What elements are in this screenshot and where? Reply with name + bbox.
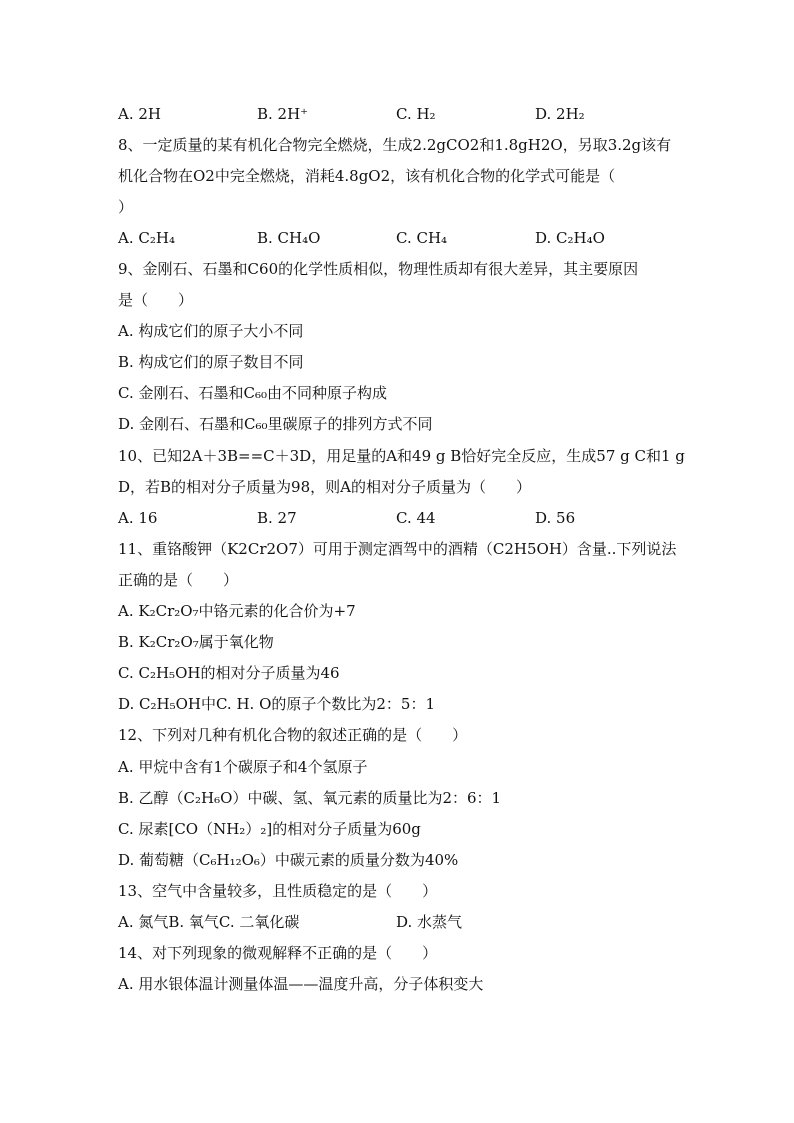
q11-option-d: D. C₂H₅OH中C. H. O的原子个数比为2：5：1 — [118, 695, 436, 713]
q14-stem: 14、对下列现象的微观解释不正确的是（ ） — [118, 944, 438, 962]
q13-options-abc: A. 氮气B. 氧气C. 二氧化碳 — [118, 913, 300, 931]
q10-stem-line-1: 10、已知2A＋3B==C＋3D，用足量的A和49 g B恰好完全反应，生成57 g C和1 g — [118, 447, 685, 465]
q10-option-a: A. 16 — [118, 509, 158, 527]
q10-stem-line-2: D，若B的相对分子质量为98，则A的相对分子质量为（ ） — [118, 478, 531, 496]
q11-option-c: C. C₂H₅OH的相对分子质量为46 — [118, 664, 340, 682]
q9-stem-line-2: 是（ ） — [118, 291, 194, 309]
q12-option-b: B. 乙醇（C₂H₆O）中碳、氢、氧元素的质量比为2：6：1 — [118, 789, 502, 807]
q8-stem-line-3: ） — [118, 198, 134, 216]
q11-stem-line-2: 正确的是（ ） — [118, 571, 239, 589]
q12-stem: 12、下列对几种有机化合物的叙述正确的是（ ） — [118, 726, 468, 744]
q10-option-b: B. 27 — [257, 509, 297, 527]
q8-option-a: A. C₂H₄ — [118, 229, 175, 247]
q9-option-a: A. 构成它们的原子大小不同 — [118, 322, 304, 340]
q10-option-d: D. 56 — [535, 509, 576, 527]
q8-stem-line-2: 机化合物在O2中完全燃烧，消耗4.8gO2，该有机化合物的化学式可能是（ — [118, 167, 616, 185]
q10-option-c: C. 44 — [396, 509, 436, 527]
q13-option-d: D. 水蒸气 — [396, 913, 463, 931]
q12-option-d: D. 葡萄糖（C₆H₁₂O₆）中碳元素的质量分数为40% — [118, 851, 459, 869]
q7-option-a: A. 2H — [118, 105, 161, 123]
q9-option-c: C. 金刚石、石墨和C₆₀由不同种原子构成 — [118, 384, 387, 402]
q9-option-d: D. 金刚石、石墨和C₆₀里碳原子的排列方式不同 — [118, 415, 433, 433]
q13-stem: 13、空气中含量较多，且性质稳定的是（ ） — [118, 882, 438, 900]
q11-option-a: A. K₂Cr₂O₇中铬元素的化合价为+7 — [118, 602, 356, 620]
q12-option-a: A. 甲烷中含有1个碳原子和4个氢原子 — [118, 758, 368, 776]
q11-stem-line-1: 11、重铬酸钾（K2Cr2O7）可用于测定酒驾中的酒精（C2H5OH）含量..下列说法 — [118, 540, 677, 558]
q7-option-b: B. 2H⁺ — [257, 105, 309, 123]
q8-option-b: B. CH₄O — [257, 229, 321, 247]
q14-option-a: A. 用水银体温计测量体温——温度升高，分子体积变大 — [118, 975, 484, 993]
q7-option-c: C. H₂ — [396, 105, 436, 123]
q12-option-c: C. 尿素[CO（NH₂）₂]的相对分子质量为60g — [118, 820, 421, 838]
q8-option-c: C. CH₄ — [396, 229, 448, 247]
q7-option-d: D. 2H₂ — [535, 105, 585, 123]
q9-option-b: B. 构成它们的原子数目不同 — [118, 353, 304, 371]
q8-option-d: D. C₂H₄O — [535, 229, 605, 247]
q8-stem-line-1: 8、一定质量的某有机化合物完全燃烧，生成2.2gCO2和1.8gH2O，另取3.2g该有 — [118, 136, 672, 154]
q9-stem-line-1: 9、金刚石、石墨和C60的化学性质相似，物理性质却有很大差异，其主要原因 — [118, 260, 639, 278]
q11-option-b: B. K₂Cr₂O₇属于氧化物 — [118, 633, 274, 651]
